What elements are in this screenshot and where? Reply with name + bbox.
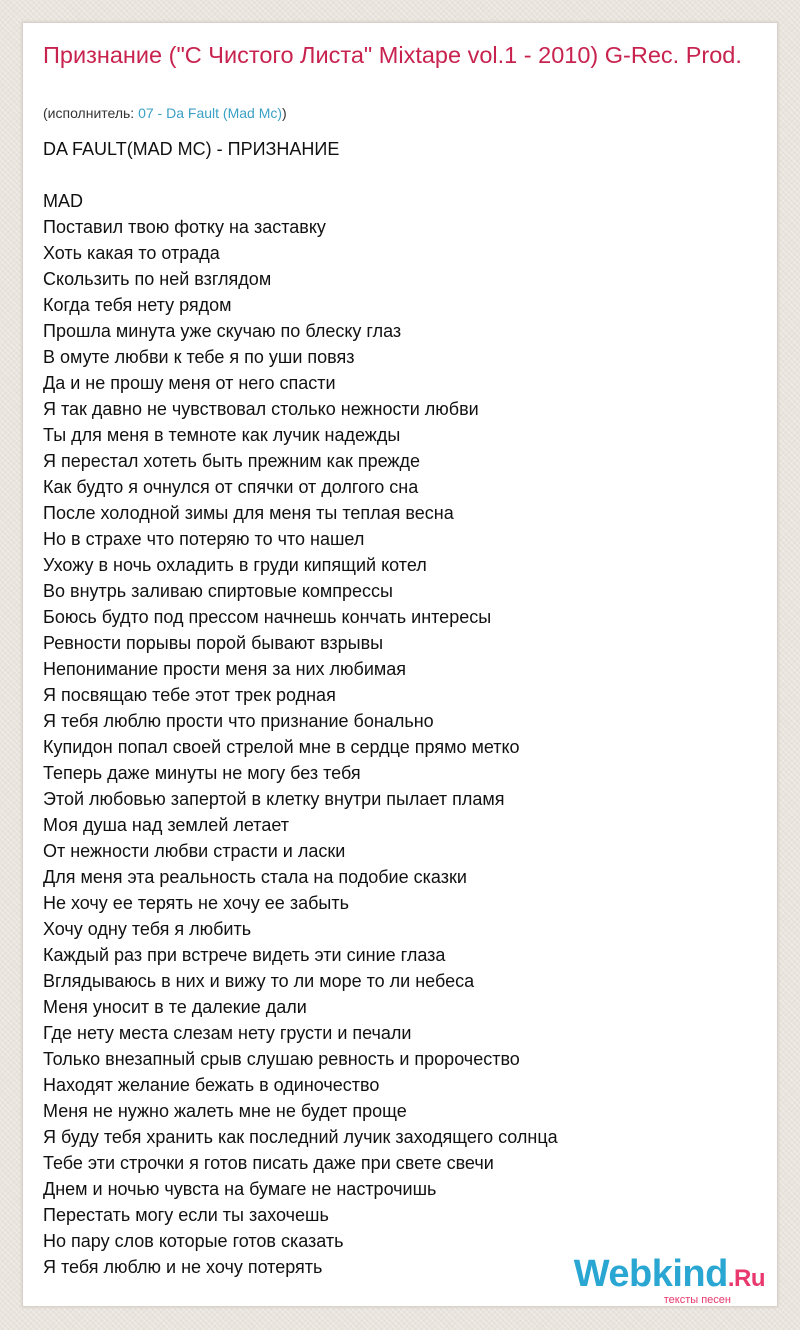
lyric-line: Меня не нужно жалеть мне не будет проще [43, 1101, 407, 1121]
lyric-lines [43, 214, 763, 1280]
lyric-line: Когда тебя нету рядом [43, 295, 232, 315]
lyric-line: Меня уносит в те далекие дали [43, 997, 307, 1017]
logo-domain-suffix: .Ru [727, 1265, 765, 1292]
lyric-line: Боюсь будто под прессом начнешь кончать интересы [43, 607, 492, 627]
lyric-line: Но пару слов которые готов сказать [43, 1231, 344, 1251]
verse-label: MAD [43, 191, 83, 211]
page-title: Признание ("С Чистого Листа" Mixtape vol.1 - 2010) G-Rec. Prod. [43, 42, 742, 68]
lyric-line: Прошла минута уже скучаю по блеску глаз [43, 321, 402, 341]
lyric-line: Непонимание прости меня за них любимая [43, 659, 407, 679]
lyric-line: Ухожу в ночь охладить в груди кипящий котел [43, 555, 427, 575]
lyric-line: Как будто я очнулся от спячки от долгого сна [43, 477, 419, 497]
lyric-line: Каждый раз при встрече видеть эти синие глаза [43, 945, 446, 965]
lyrics-text [43, 136, 763, 1280]
lyric-line: Этой любовью запертой в клетку внутри пылает пламя [43, 789, 505, 809]
lyric-line: Ты для меня в темноте как лучик надежды [43, 425, 401, 445]
lyric-line: Я тебя люблю и не хочу потерять [43, 1257, 323, 1277]
performer-link[interactable]: 07 - Da Fault (Mad Mc) [138, 105, 283, 121]
lyric-line: Теперь даже минуты не могу без тебя [43, 763, 361, 783]
lyric-line: Хочу одну тебя я любить [43, 919, 252, 939]
lyric-line: Скользить по ней взглядом [43, 269, 272, 289]
lyric-line: Я перестал хотеть быть прежним как прежде [43, 451, 420, 471]
lyric-line: Хоть какая то отрада [43, 243, 220, 263]
lyric-line: Находят желание бежать в одиночество [43, 1075, 380, 1095]
lyric-line: Не хочу ее терять не хочу ее забыть [43, 893, 349, 913]
lyric-line: Я тебя люблю прости что признание бонально [43, 711, 434, 731]
lyric-line: Только внезапный срыв слушаю ревность и пророчество [43, 1049, 520, 1069]
lyric-line: Моя душа над землей летает [43, 815, 289, 835]
lyric-line: Купидон попал своей стрелой мне в сердце прямо метко [43, 737, 520, 757]
logo-main-text: Webkind [573, 1253, 728, 1295]
lyric-line: Я так давно не чувствовал столько нежности любви [43, 399, 479, 419]
lyric-line: Поставил твою фотку на заставку [43, 217, 326, 237]
lyric-line: Днем и ночью чувста на бумаге не настрочишь [43, 1179, 437, 1199]
lyric-line: После холодной зимы для меня ты теплая весна [43, 503, 454, 523]
lyric-line: В омуте любви к тебе я по уши повяз [43, 347, 355, 367]
lyric-line: Я посвящаю тебе этот трек родная [43, 685, 336, 705]
lyric-line: Да и не прошу меня от него спасти [43, 373, 336, 393]
lyric-line: Перестать могу если ты захочешь [43, 1205, 329, 1225]
performer-suffix: ) [282, 105, 287, 121]
lyric-line: Ревности порывы порой бывают взрывы [43, 633, 384, 653]
lyric-line: Я буду тебя хранить как последний лучик заходящего солнца [43, 1127, 558, 1147]
lyrics-card [22, 22, 778, 1307]
webkind-logo[interactable] [565, 1254, 765, 1304]
lyric-line: От нежности любви страсти и ласки [43, 841, 346, 861]
lyric-line: Но в страхе что потеряю то что нашел [43, 529, 365, 549]
lyric-line: Во внутрь заливаю спиртовые компрессы [43, 581, 393, 601]
performer-info [43, 104, 287, 122]
lyric-line: Вглядываюсь в них и вижу то ли море то ли небеса [43, 971, 475, 991]
lyric-line: Где нету места слезам нету грусти и печали [43, 1023, 412, 1043]
lyrics-heading: DA FAULT(MAD MC) - ПРИЗНАНИЕ [43, 139, 340, 159]
lyric-line: Для меня эта реальность стала на подобие сказки [43, 867, 467, 887]
logo-wordmark [565, 1254, 765, 1299]
logo-tagline: тексты песен [663, 1294, 731, 1306]
lyrics-blank-line [43, 162, 763, 188]
lyric-line: Тебе эти строчки я готов писать даже при свете свечи [43, 1153, 494, 1173]
performer-prefix: (исполнитель: [43, 105, 139, 121]
